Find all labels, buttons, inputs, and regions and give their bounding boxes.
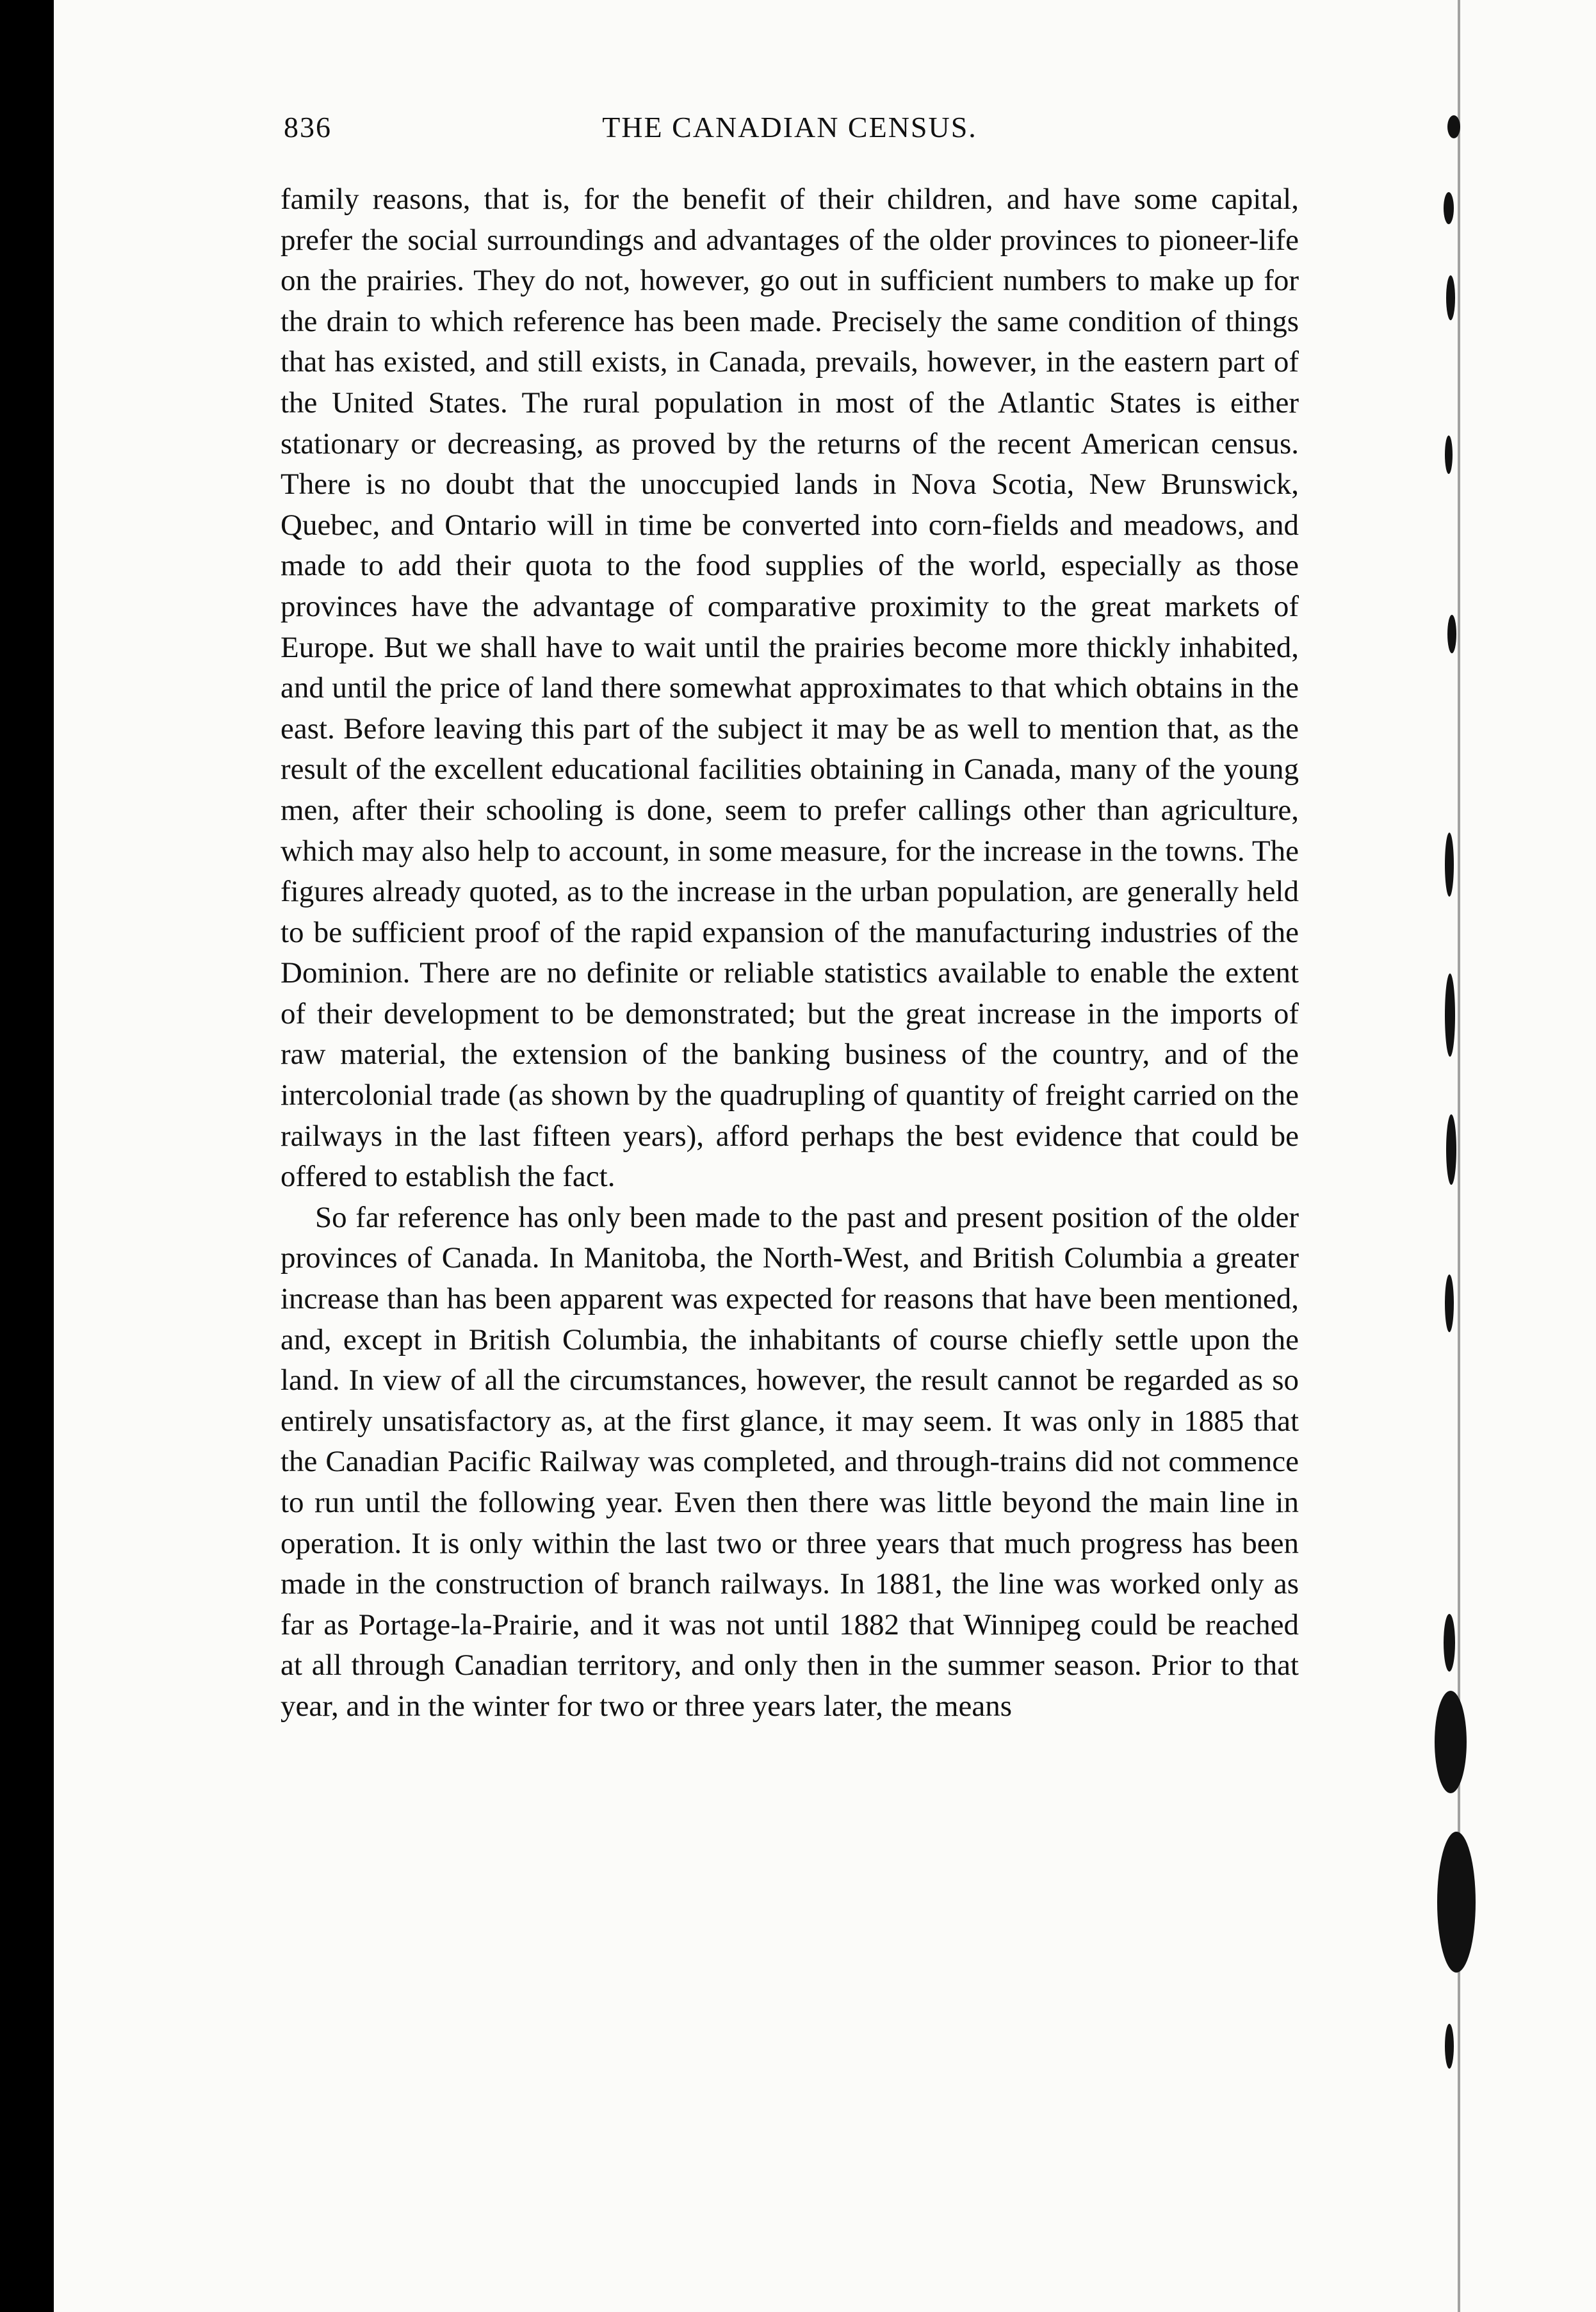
paragraph-1: family reasons, that is, for the benefit of their children, and have some capital, prefer the social surroundings and advantages of the older provinces to pioneer-life on the prairies. They do not, however, go out in sufficient numbers to make up for the drain to which reference has been made. Precisely the same condition of things that has existed, and still exists, in Canada, prevails, however, in the eastern part of the United States. The rural population in most of the Atlantic States is either stationary or decreasing, as proved by the returns of the recent American census. There is no doubt that the unoccupied lands in Nova Scotia, New Brunswick, Quebec, and Ontario will in time be converted into corn-fields and meadows, and made to add their quota to the food supplies of the world, especially as those provinces have the advantage of comparative proximity to the great markets of Europe. But we shall have to wait until the prairies become more thickly inhabited, and until the price of land there somewhat approximates to that which obtains in the east. Before leaving this part of the subject it may be as well to mention that, as the result of the excellent educational facilities obtaining in Canada, many of the young men, after their schooling is done, seem to prefer callings other than agriculture, which may also help to account, in some measure, for the increase in the towns. The figures already quoted, as to the increase in the urban population, are generally held to be sufficient proof of the rapid expansion of the manufacturing industries of the Dominion. There are no definite or reliable statistics available to enable the extent of their development to be demonstrated; but the great increase in the imports of raw material, the extension of the banking business of the country, and of the intercolonial trade (as shown by the quadrupling of quantity of freight carried on the railways in the last fifteen years), afford perhaps the best evidence that could be offered to establish the fact. [281,183,1299,1194]
page-header [284,110,1296,155]
body-text [281,179,1299,1727]
running-head: THE CANADIAN CENSUS. [602,111,977,143]
binding-edge-marks [1415,0,1492,2312]
page-number: 836 [284,111,332,143]
paragraph-2: So far reference has only been made to the past and present position of the older provinces of Canada. In Manitoba, the North-West, and British Columbia a greater increase than has been apparent was expected for reasons that have been mentioned, and, except in British Columbia, the inhabitants of course chiefly settle upon the land. In view of all the circumstances, however, the result cannot be regarded as so entirely unsatisfactory as, at the first glance, it may seem. It was only in 1885 that the Canadian Pacific Railway was completed, and through-trains did not commence to run until the following year. Even then there was little beyond the main line in operation. It is only within the last two or three years that much progress has been made in the construction of branch railways. In 1881, the line was worked only as far as Portage-la-Prairie, and it was not until 1882 that Winnipeg could be reached at all through Canadian territory, and only then in the summer season. Prior to that year, and in the winter for two or three years later, the means [281,1200,1299,1723]
